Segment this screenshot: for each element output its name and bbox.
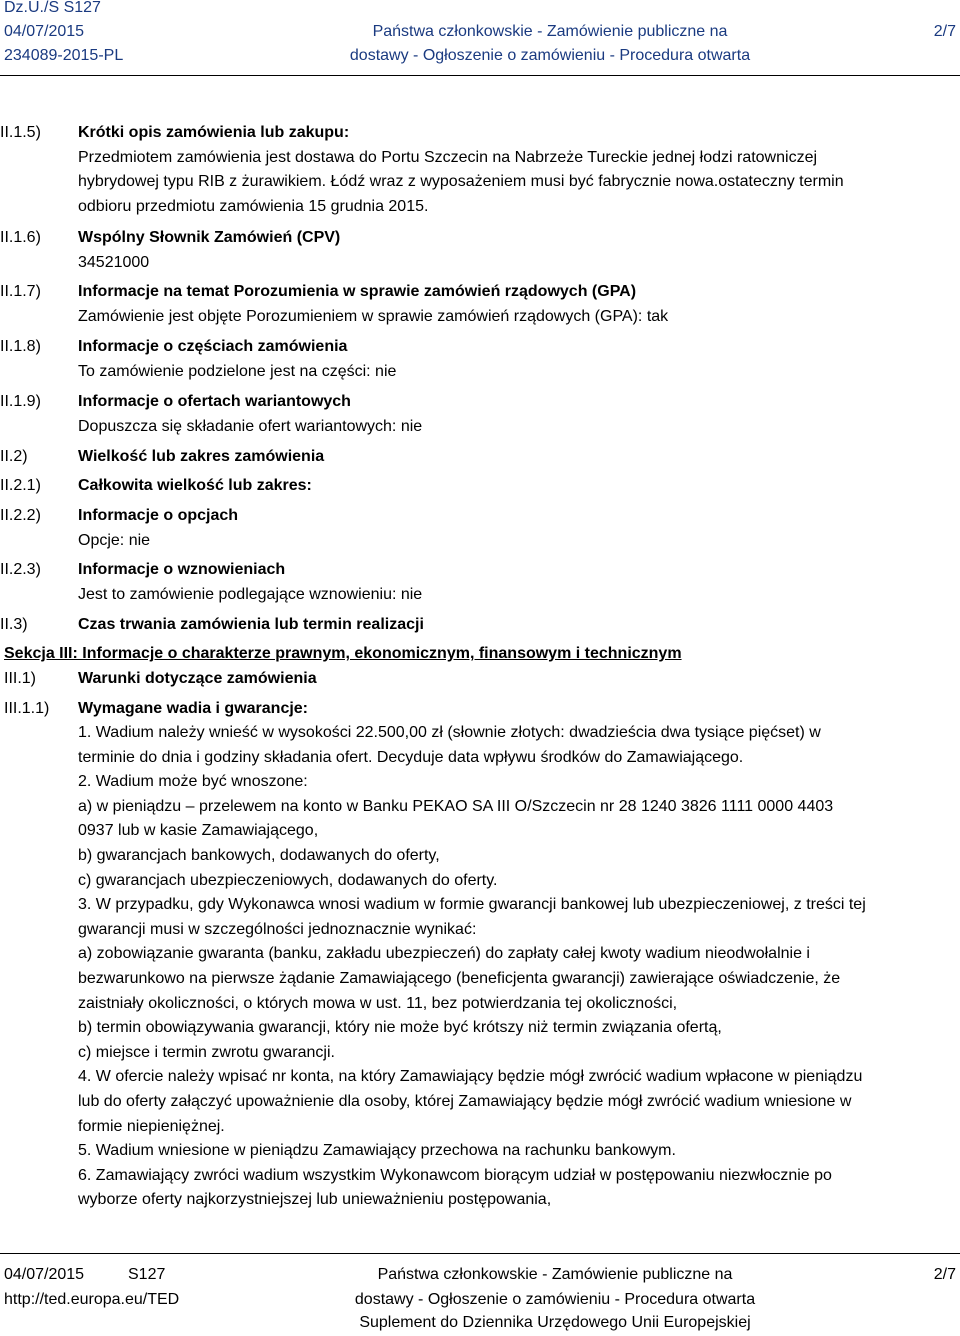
guarantee-text-line: 1. Wadium należy wnieść w wysokości 22.500,00 zł (słownie złotych: dwadzieścia dwa tysiące pięćset) w	[78, 724, 821, 741]
footer-page: 2/7	[933, 1266, 956, 1283]
section-iii-title: Sekcja III: Informacje o charakterze prawnym, ekonomicznym, finansowym i technicznym	[4, 645, 682, 662]
guarantee-text-line: 4. W ofercie należy wpisać nr konta, na który Zamawiający będzie mógł zwrócić wadium wpłacone w pieniądzu	[78, 1068, 863, 1086]
footer-date: 04/07/2015	[4, 1266, 85, 1283]
section-text-line: Jest to zamówienie podlegające wznowieniu: nie	[78, 585, 423, 603]
section-number: II.2.3)	[0, 561, 41, 578]
guarantee-text-line: lub do oferty załączyć upoważnienie dla osoby, której Zamawiający będzie mógł zwrócić wadium wniesione w	[78, 1092, 852, 1110]
section-text-line: To zamówienie podzielone jest na części: nie	[78, 362, 397, 380]
footer-title-line3: Suplement do Dziennika Urzędowego Unii Europejskiej	[359, 1314, 751, 1331]
section-heading: Warunki dotyczące zamówienia	[78, 670, 317, 687]
guarantee-text-line: 3. W przypadku, gdy Wykonawca wnosi wadium w formie gwarancji bankowej lub ubezpieczeniowej, z treści tej	[78, 896, 866, 914]
section-body	[78, 558, 958, 607]
guarantee-text-line: a) zobowiązanie gwaranta (banku, zakładu ubezpieczeń) do zapłaty całej kwoty wadium nieodwołalnie i	[78, 945, 810, 963]
guarantee-text-line: 2. Wadium może być wnoszone:	[78, 773, 308, 791]
footer-title-line1: Państwa członkowskie - Zamówienie publiczne na	[377, 1266, 733, 1283]
header-doc-id: 234089-2015-PL	[4, 47, 124, 64]
section-text-line: Opcje: nie	[78, 531, 151, 549]
section-text-line: Zamówienie jest objęte Porozumieniem w sprawie zamówień rządowych (GPA): tak	[78, 307, 669, 325]
section-heading: Informacje na temat Porozumienia w sprawie zamówień rządowych (GPA)	[78, 283, 637, 300]
section-text-line: hybrydowej typu RIB z żurawikiem. Łódź wraz z wyposażeniem musi być fabrycznie nowa.ostateczny termin	[78, 173, 844, 191]
section-heading: Wymagane wadia i gwarancje:	[78, 700, 309, 717]
section-body	[78, 226, 958, 275]
guarantee-text-line: zaistniały okoliczności, o których mowa w ust. 11, bez potwierdzania tej okoliczności,	[78, 994, 678, 1012]
section-heading: Informacje o opcjach	[78, 507, 239, 524]
footer-title-line2: dostawy - Ogłoszenie o zamówieniu - Procedura otwarta	[354, 1291, 756, 1308]
section-heading: Informacje o wznowieniach	[78, 561, 286, 578]
section-heading: Całkowita wielkość lub zakres:	[78, 477, 312, 494]
guarantee-text-line: terminie do dnia i godziny składania ofert. Decyduje data wpływu środków do Zamawiającego.	[78, 748, 744, 766]
section-heading: Czas trwania zamówienia lub termin realizacji	[78, 616, 424, 633]
guarantee-text-line: 0937 lub w kasie Zamawiającego,	[78, 822, 319, 840]
section-body	[78, 504, 958, 553]
section-iii-1-1-body	[78, 721, 958, 1213]
section-text-line: Przedmiotem zamówienia jest dostawa do Portu Szczecin na Nabrzeże Tureckie jednej łodzi ratowniczej	[78, 148, 818, 166]
guarantee-text-line: 5. Wadium wniesione w pieniądzu Zamawiający przechowa na rachunku bankowym.	[78, 1142, 676, 1160]
guarantee-text-line: b) termin obowiązywania gwarancji, który nie może być krótszy niż termin związania ofertą,	[78, 1019, 722, 1037]
section-heading: Krótki opis zamówienia lub zakupu:	[78, 124, 350, 141]
guarantee-text-line: b) gwarancjach bankowych, dodawanych do oferty,	[78, 846, 440, 864]
header-title-line1: Państwa członkowskie - Zamówienie publiczne na	[372, 23, 728, 40]
section-number: II.2.1)	[0, 477, 41, 494]
section-body	[78, 280, 958, 329]
header-page: 2/7	[933, 23, 956, 40]
header-divider	[0, 75, 960, 76]
section-body	[78, 613, 958, 638]
guarantee-text-line: bezwarunkowo na pierwsze żądanie Zamawiającego (beneficjenta gwarancji) zawierające oświadczenie, że	[78, 969, 841, 987]
section-body	[78, 445, 958, 470]
section-number: III.1)	[4, 670, 37, 687]
section-heading: Informacje o ofertach wariantowych	[78, 393, 351, 410]
section-body	[78, 474, 958, 499]
guarantee-text-line: 6. Zamawiający zwróci wadium wszystkim Wykonawcom biorącym udział w postępowaniu niezwłocznie po	[78, 1166, 832, 1184]
section-heading: Wspólny Słownik Zamówień (CPV)	[78, 229, 341, 246]
section-number: II.2)	[0, 448, 28, 465]
section-text-line: Dopuszcza się składanie ofert wariantowych: nie	[78, 417, 423, 435]
section-number: II.1.6)	[0, 229, 41, 246]
section-number: II.3)	[0, 616, 28, 633]
section-number: III.1.1)	[4, 700, 50, 717]
header-journal: Dz.U./S S127	[4, 0, 101, 16]
guarantee-text-line: gwarancji musi w szczególności jednoznacznie wynikać:	[78, 920, 477, 938]
header-title-line2: dostawy - Ogłoszenie o zamówieniu - Procedura otwarta	[349, 47, 751, 64]
section-body	[78, 121, 958, 219]
section-number: II.1.5)	[0, 124, 41, 141]
section-number: II.2.2)	[0, 507, 41, 524]
guarantee-text-line: c) miejsce i termin zwrotu gwarancji.	[78, 1043, 335, 1061]
header-date: 04/07/2015	[4, 23, 85, 40]
section-body	[78, 335, 958, 384]
page-header	[0, 0, 960, 70]
section-heading: Informacje o częściach zamówienia	[78, 338, 348, 355]
guarantee-text-line: formie niepieniężnej.	[78, 1117, 225, 1135]
section-text-line: odbioru przedmiotu zamówienia 15 grudnia 2015.	[78, 197, 429, 215]
footer-divider	[0, 1253, 960, 1254]
section-number: II.1.9)	[0, 393, 41, 410]
guarantee-text-line: a) w pieniądzu – przelewem na konto w Banku PEKAO SA III O/Szczecin nr 28 1240 3826 1111 0000 4403	[78, 797, 834, 815]
section-text-line: 34521000	[78, 253, 150, 271]
guarantee-text-line: wyborze oferty najkorzystniejszej lub unieważnieniu postępowania,	[78, 1191, 552, 1209]
section-number: II.1.7)	[0, 283, 41, 300]
guarantee-text-line: c) gwarancjach ubezpieczeniowych, dodawanych do oferty.	[78, 871, 498, 889]
section-body	[78, 390, 958, 439]
section-number: II.1.8)	[0, 338, 41, 355]
section-heading: Wielkość lub zakres zamówienia	[78, 448, 325, 465]
footer-url-link[interactable]: http://ted.europa.eu/TED	[4, 1291, 180, 1308]
footer-issue: S127	[128, 1266, 166, 1283]
